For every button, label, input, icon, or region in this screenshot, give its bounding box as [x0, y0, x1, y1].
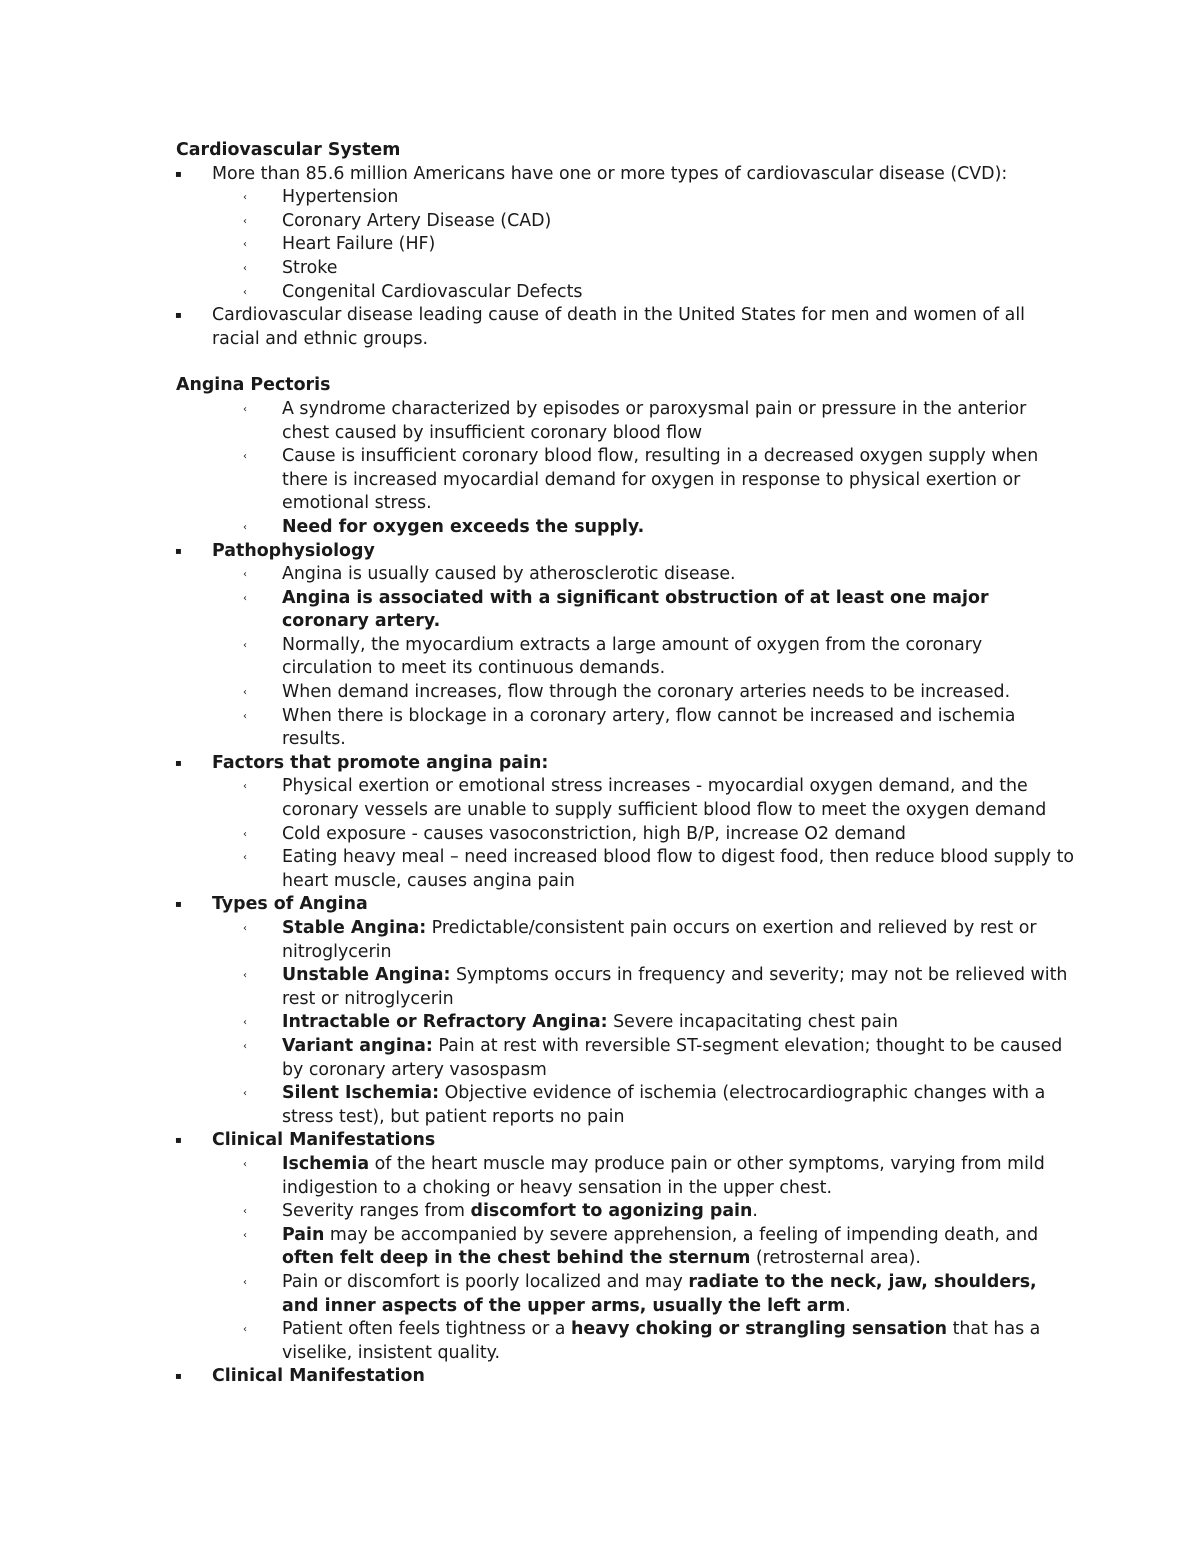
square-bullet-icon: ▪ — [175, 1135, 182, 1147]
arrow-bullet-icon: ‹ — [243, 239, 247, 251]
list-item: ‹ Eating heavy meal – need increased blood flow to digest food, then reduce blood supply to heart muscle, causes angina pain — [243, 847, 1075, 891]
heading-types-of-angina: Types of Angina — [212, 894, 368, 915]
arrow-bullet-icon: ‹ — [243, 639, 247, 651]
list-item: ‹ Unstable Angina: Symptoms occurs in frequency and severity; may not be relieved with rest or nitroglycerin — [243, 965, 1068, 1009]
list-item: ‹ Hypertension — [176, 186, 1076, 210]
list-item: ‹ Heart Failure (HF) — [176, 233, 1076, 257]
arrow-bullet-icon: ‹ — [243, 569, 247, 581]
list-item: ‹ When demand increases, flow through the coronary arteries needs to be increased. — [176, 681, 1076, 705]
arrow-bullet-icon: ‹ — [243, 1017, 247, 1029]
arrow-bullet-icon: ‹ — [243, 521, 247, 533]
list-item: ‹ Ischemia of the heart muscle may produce pain or other symptoms, varying from mild indigestion to a choking or heavy sensation in the upper chest. — [243, 1153, 1045, 1198]
list-item: ‹ A syndrome characterized by episodes or paroxysmal pain or pressure in the anterior chest caused by insufficient coronary blood flow — [243, 398, 1027, 443]
heading-clinical-manifestations: Clinical Manifestations — [212, 1130, 436, 1151]
heading-factors: Factors that promote angina pain: — [212, 752, 549, 773]
list-item: ‹ Angina is associated with a significant obstruction of at least one major coronary artery. — [243, 587, 989, 632]
arrow-bullet-icon: ‹ — [243, 1040, 247, 1052]
list-item: ‹ Stroke — [176, 257, 1076, 281]
list-item: ‹ Normally, the myocardium extracts a large amount of oxygen from the coronary circulation to meet its continuous demands. — [243, 634, 983, 679]
arrow-bullet-icon: ‹ — [243, 592, 247, 604]
arrow-bullet-icon: ‹ — [243, 781, 247, 793]
square-bullet-icon: ▪ — [175, 1371, 182, 1383]
arrow-bullet-icon: ‹ — [243, 286, 247, 298]
arrow-bullet-icon: ‹ — [243, 192, 247, 204]
arrow-bullet-icon: ‹ — [243, 852, 247, 864]
heading-pathophysiology: Pathophysiology — [212, 540, 375, 561]
arrow-bullet-icon: ‹ — [243, 923, 247, 934]
list-item: ‹ Silent Ischemia: Objective evidence of ischemia (electrocardiographic changes with a stress test), but patient reports no pain — [243, 1083, 1046, 1127]
heading-angina-pectoris: Angina Pectoris — [176, 375, 331, 396]
list-item: ‹ Pain or discomfort is poorly localized and may radiate to the neck, jaw, shoulders, and inner aspects of the upper arms, usually the left arm. — [243, 1271, 1037, 1316]
list-item: ‹ When there is blockage in a coronary artery, flow cannot be increased and ischemia results. — [243, 705, 1016, 750]
arrow-bullet-icon: ‹ — [243, 687, 247, 699]
square-bullet-icon: ▪ — [175, 899, 182, 911]
document-body — [176, 139, 1076, 1389]
arrow-bullet-icon: ‹ — [243, 1229, 247, 1241]
arrow-bullet-icon: ‹ — [243, 1324, 247, 1336]
list-item — [176, 1129, 1076, 1153]
list-item: ▪ Cardiovascular disease leading cause of death in the United States for men and women of all racial and ethnic groups. — [175, 305, 1025, 349]
arrow-bullet-icon: ‹ — [243, 1158, 247, 1170]
list-item — [176, 752, 1076, 776]
square-bullet-icon: ▪ — [175, 168, 182, 180]
arrow-bullet-icon: ‹ — [243, 262, 247, 274]
list-item: ‹ Intractable or Refractory Angina: Severe incapacitating chest pain — [176, 1011, 1076, 1035]
arrow-bullet-icon: ‹ — [243, 1206, 247, 1218]
list-item: ‹ Physical exertion or emotional stress increases - myocardial oxygen demand, and the coronary vessels are unable to supply sufficient blood flow to meet the oxygen demand — [243, 776, 1047, 821]
list-item: ‹ Stable Angina: Predictable/consistent pain occurs on exertion and relieved by rest or nitroglycerin — [243, 918, 1037, 962]
square-bullet-icon: ▪ — [175, 757, 182, 769]
list-item: ‹ Need for oxygen exceeds the supply. — [176, 516, 1076, 540]
arrow-bullet-icon: ‹ — [243, 215, 247, 227]
square-bullet-icon: ▪ — [175, 310, 182, 322]
arrow-bullet-icon: ‹ — [243, 1276, 247, 1288]
arrow-bullet-icon: ‹ — [243, 403, 247, 415]
arrow-bullet-icon: ‹ — [243, 970, 247, 982]
list-item: ‹ Variant angina: Pain at rest with reversible ST-segment elevation; thought to be caused by coronary artery vasospasm — [243, 1035, 1063, 1080]
heading-cardiovascular-system: Cardiovascular System — [176, 140, 401, 160]
list-item: ‹ Patient often feels tightness or a heavy choking or strangling sensation that has a viselike, insistent quality. — [243, 1319, 1041, 1363]
square-bullet-icon: ▪ — [175, 545, 182, 557]
list-item — [176, 1365, 1076, 1389]
list-item — [176, 540, 1076, 564]
spacer — [176, 351, 1076, 374]
arrow-bullet-icon: ‹ — [243, 828, 247, 840]
list-item: ‹ Congenital Cardiovascular Defects — [176, 281, 1076, 305]
list-item: ‹ Cold exposure - causes vasoconstriction, high B/P, increase O2 demand — [176, 823, 1076, 847]
list-item: ‹ Severity ranges from discomfort to agonizing pain. — [176, 1200, 1076, 1224]
list-item: ‹ Angina is usually caused by atherosclerotic disease. — [176, 563, 1076, 587]
arrow-bullet-icon: ‹ — [243, 1088, 247, 1100]
list-item: ‹ Pain may be accompanied by severe apprehension, a feeling of impending death, and often felt deep in the chest behind the sternum (retrosternal area). — [243, 1224, 1039, 1269]
arrow-bullet-icon: ‹ — [243, 451, 247, 463]
list-item: ‹ Cause is insufficient coronary blood flow, resulting in a decreased oxygen supply when there is increased myocardial demand for oxygen in response to physical exertion or emotional stress. — [243, 446, 1039, 514]
list-item — [176, 893, 1076, 917]
arrow-bullet-icon: ‹ — [243, 710, 247, 722]
heading-clinical-manifestation: Clinical Manifestation — [212, 1366, 425, 1387]
list-item: ‹ Coronary Artery Disease (CAD) — [176, 210, 1076, 234]
list-item: ▪ More than 85.6 million Americans have one or more types of cardiovascular disease (CVD): — [176, 163, 1076, 187]
